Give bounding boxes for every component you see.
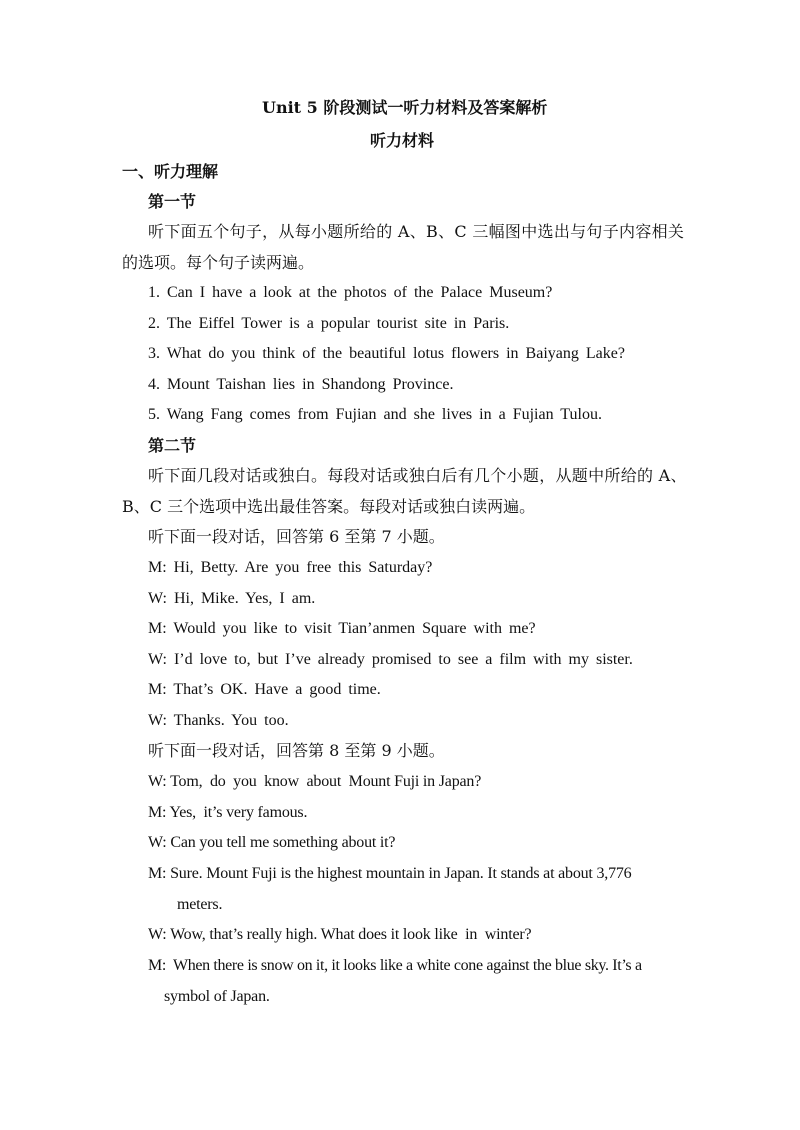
dialogue1-line: M: That’s OK. Have a good time. bbox=[148, 681, 381, 698]
dialogue1-line: W: Hi, Mike. Yes, I am. bbox=[148, 590, 316, 607]
dialogue1-line: W: I’d love to, but I’ve already promised to see a film with my sister. bbox=[148, 651, 633, 668]
dialogue2-line: W: Tom, do you know about Mount Fuji in Japan? bbox=[148, 773, 482, 790]
dialogue2-line: W: Can you tell me something about it? bbox=[148, 834, 396, 851]
page-title: Unit 5 阶段测试一听力材料及答案解析 bbox=[262, 98, 548, 117]
dialogue1-line: M: Hi, Betty. Are you free this Saturday? bbox=[148, 559, 433, 576]
sentence-2: 2. The Eiffel Tower is a popular tourist site in Paris. bbox=[148, 315, 510, 332]
part1-instruction-line1: 听下面五个句子，从每小题所给的 A、B、C 三幅图中选出与句子内容相关 bbox=[148, 222, 685, 241]
dialogue2-line-continuation: symbol of Japan. bbox=[164, 988, 270, 1005]
sentence-3: 3. What do you think of the beautiful lotus flowers in Baiyang Lake? bbox=[148, 345, 625, 362]
sentence-4: 4. Mount Taishan lies in Shandong Province. bbox=[148, 376, 454, 393]
dialogue2-line: M: Yes, it’s very famous. bbox=[148, 804, 308, 821]
section-heading: 一、听力理解 bbox=[122, 162, 219, 181]
part2-heading: 第二节 bbox=[148, 436, 197, 455]
dialogue1-line: W: Thanks. You too. bbox=[148, 712, 289, 729]
dialogue1-line: M: Would you like to visit Tian’anmen Square with me? bbox=[148, 620, 536, 637]
dialogue2-line: M: Sure. Mount Fuji is the highest mountain in Japan. It stands at about 3,776 bbox=[148, 865, 632, 882]
sentence-5: 5. Wang Fang comes from Fujian and she lives in a Fujian Tulou. bbox=[148, 406, 602, 423]
dialogue1-intro: 听下面一段对话，回答第 6 至第 7 小题。 bbox=[148, 527, 445, 546]
part2-instruction-line1: 听下面几段对话或独白。每段对话或独白后有几个小题，从题中所给的 A、 bbox=[148, 466, 687, 485]
part2-instruction-line2: B、C 三个选项中选出最佳答案。每段对话或独白读两遍。 bbox=[122, 497, 536, 516]
dialogue2-line: M: When there is snow on it, it looks like a white cone against the blue sky. It’s a bbox=[148, 957, 642, 974]
part1-instruction-line2: 的选项。每个句子读两遍。 bbox=[122, 253, 315, 272]
page-subtitle: 听力材料 bbox=[370, 131, 435, 150]
dialogue2-line: W: Wow, that’s really high. What does it look like in winter? bbox=[148, 926, 532, 943]
dialogue2-intro: 听下面一段对话，回答第 8 至第 9 小题。 bbox=[148, 741, 445, 760]
part1-heading: 第一节 bbox=[148, 192, 197, 211]
dialogue2-line-continuation: meters. bbox=[177, 896, 223, 913]
sentence-1: 1. Can I have a look at the photos of the Palace Museum? bbox=[148, 284, 553, 301]
